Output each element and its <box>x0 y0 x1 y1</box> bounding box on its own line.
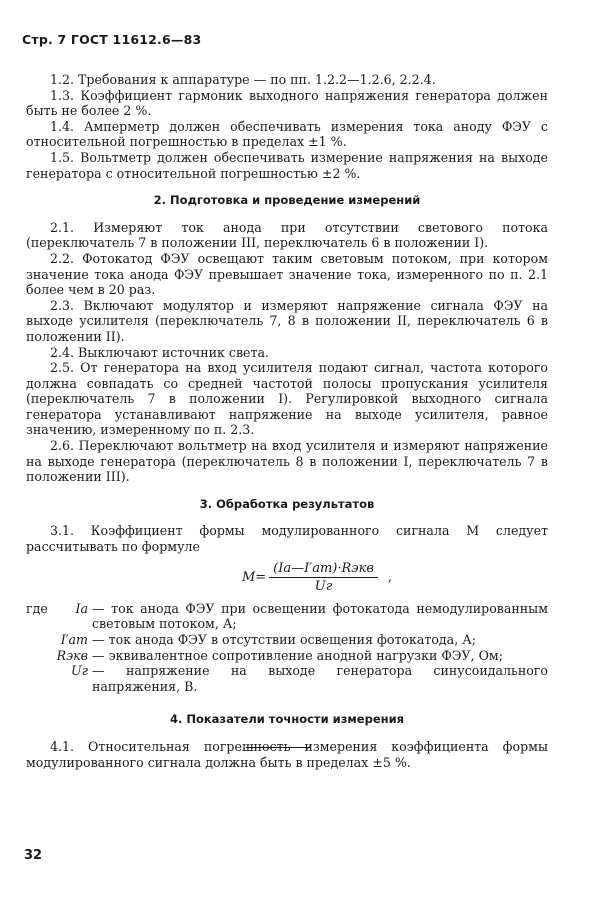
paragraph-2-6: 2.6. Переключают вольтметр на вход усилителя и измеряют напряжение на выходе генератора (переключатель 8 в положении I, переключатель 7 в положении III). <box>26 438 548 485</box>
definition-row <box>26 601 548 632</box>
paragraph-1-5: 1.5. Вольтметр должен обеспечивать измерение напряжения на выходе генератора с относительной погрешностью ±2 %. <box>26 149 548 181</box>
paragraph-1-4: 1.4. Амперметр должен обеспечивать измерения тока аноду ФЭУ с относительной погрешностью в пределах ±1 %. <box>26 118 548 150</box>
definitions-lead: где <box>26 600 48 616</box>
document-body <box>26 72 548 770</box>
paragraph-1-3: 1.3. Коэффициент гармоник выходного напряжения генератора должен быть не более 2 %. <box>26 87 548 119</box>
paragraph-2-2: 2.2. Фотокатод ФЭУ освещают таким световым потоком, при котором значение тока анода ФЭУ превышает значение тока, измеренного по п. 2.1 более чем в 20 раз. <box>26 250 548 298</box>
definition-symbol: Rэкв <box>56 647 88 663</box>
definition-row <box>26 648 548 664</box>
page-number: 32 <box>24 848 43 863</box>
definition-text: — эквивалентное сопротивление анодной нагрузки ФЭУ, Ом; <box>92 647 503 663</box>
formula-denominator: Uг <box>314 579 333 595</box>
formula <box>86 561 548 595</box>
paragraph-4-1: 4.1. Относительная погрешность измерения коэффициента формы модулированного сигнала должна быть в пределах ±5 %. <box>26 738 548 770</box>
paragraph-2-3: 2.3. Включают модулятор и измеряют напряжение сигнала ФЭУ на выходе усилителя (переключатель 7, 8 в положении II, переключатель 6 в положении II). <box>26 297 548 344</box>
paragraph-2-4: 2.4. Выключают источник света. <box>50 344 269 360</box>
formula-tail: , <box>387 569 393 585</box>
definitions-list <box>26 601 548 695</box>
section-title-2: 2. Подготовка и проведение измерений <box>153 193 421 208</box>
definition-text: — ток анода ФЭУ в отсутствии освещения фотокатода, А; <box>92 632 476 647</box>
formula-fraction <box>269 561 378 595</box>
paragraph-1-2: 1.2. Требования к аппаратуре — по пп. 1.2.2—1.2.6, 2.2.4. <box>50 72 436 87</box>
definition-text: — напряжение на выходе генератора синусоидального напряжения, В. <box>92 663 548 694</box>
formula-lhs: M= <box>241 569 267 585</box>
definition-row <box>26 663 548 694</box>
paragraph-3-1: 3.1. Коэффициент формы модулированного сигнала M следует рассчитывать по формуле <box>26 523 548 555</box>
definition-row <box>26 632 548 648</box>
definition-symbol: I′ат <box>60 632 88 647</box>
closing-rule <box>246 747 310 748</box>
running-head: Стр. 7 ГОСТ 11612.6—83 <box>22 32 202 47</box>
definition-symbol: Iа <box>75 600 88 616</box>
section-title-4: 4. Показатели точности измерения <box>169 712 405 727</box>
formula-numerator: (Iа—I′ат)·Rэкв <box>269 561 378 579</box>
section-title-3: 3. Обработка результатов <box>199 496 375 511</box>
paragraph-2-5: 2.5. От генератора на вход усилителя подают сигнал, частота которого должна совпадать со средней частотой полосы пропускания усилителя (переключатель 7 в положении I). Регулировкой выходного сигнала генератора устанавливают напряжение на выходе усилителя, равное значению, измеренному по п. 2.3. <box>26 360 548 438</box>
definition-text: — ток анода ФЭУ при освещении фотокатода немодулированным световым потоком, А; <box>92 600 548 632</box>
paragraph-2-1: 2.1. Измеряют ток анода при отсутствии светового потока (переключатель 7 в положении III, переключатель 6 в положении I). <box>26 219 548 251</box>
definition-symbol: Uг <box>71 663 88 679</box>
